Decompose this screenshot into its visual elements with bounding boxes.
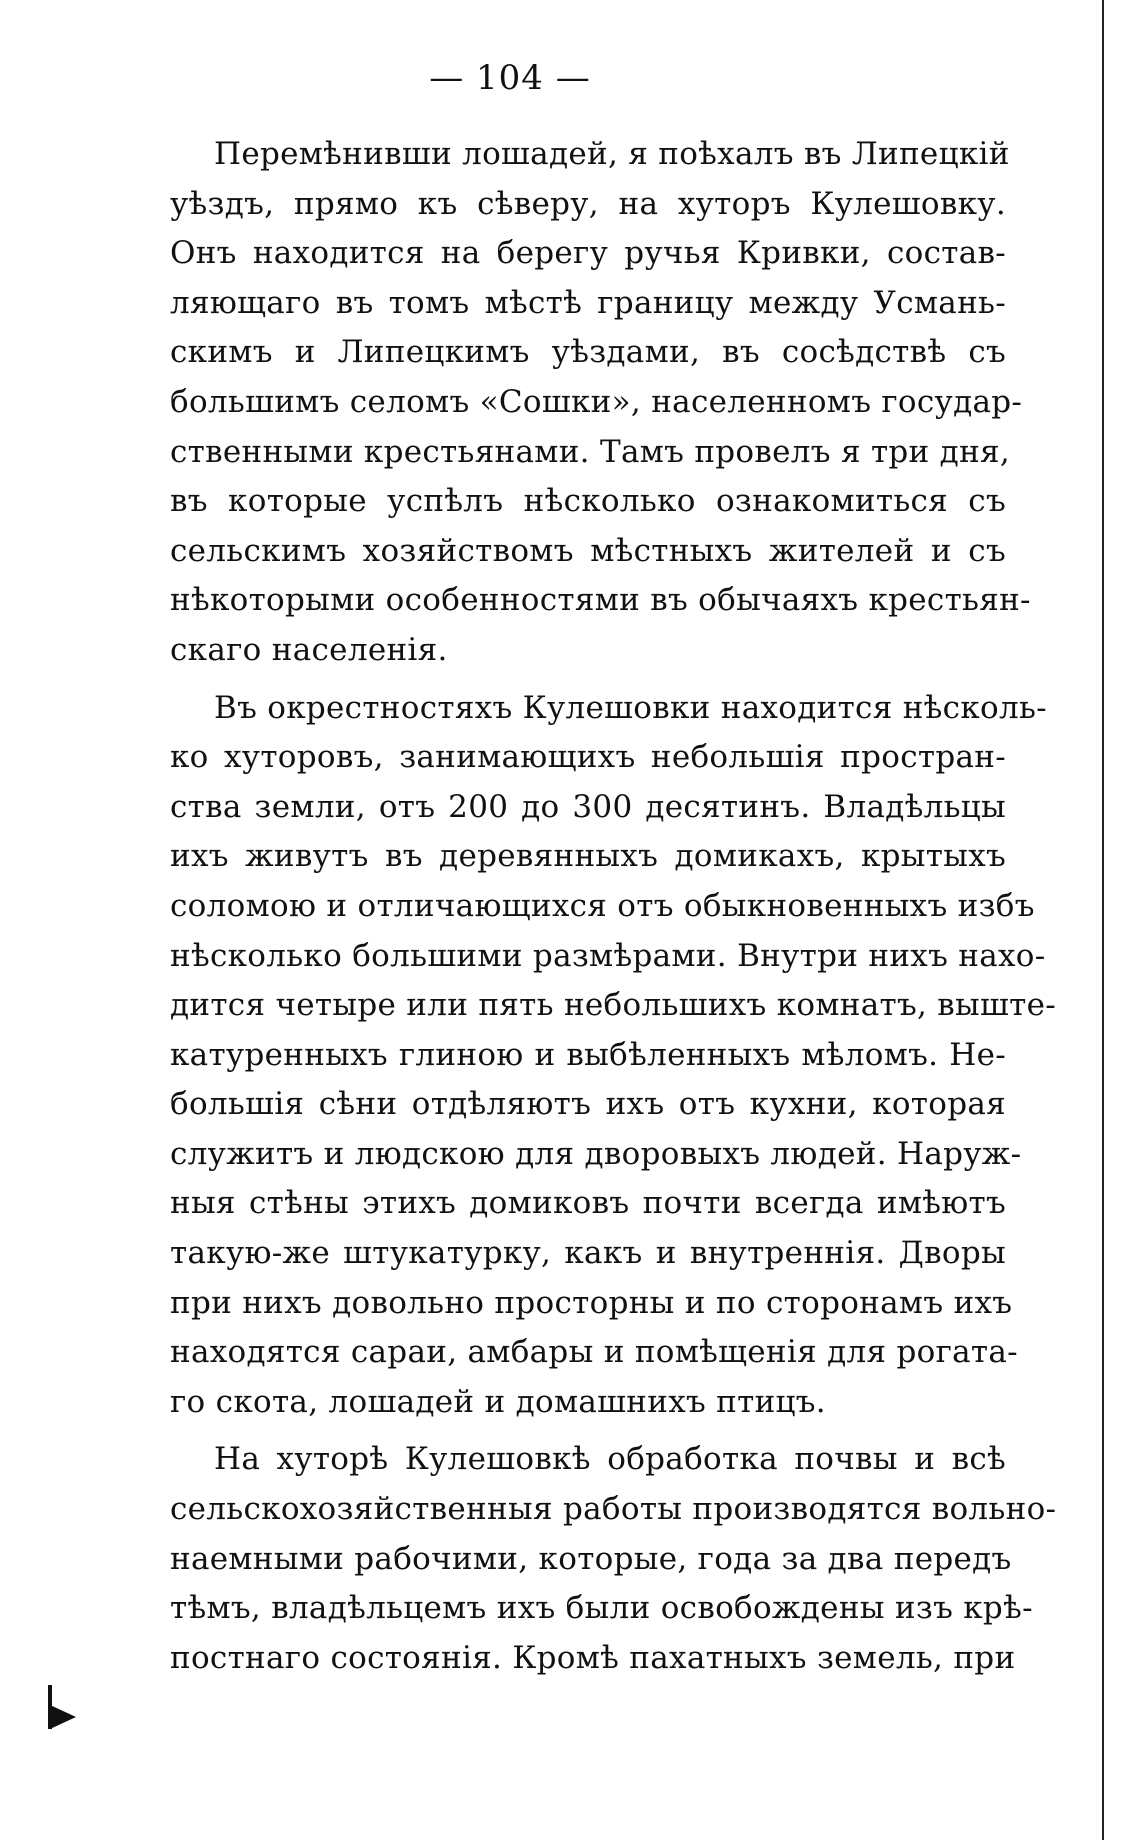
paragraph xyxy=(170,130,1031,676)
text-line: при нихъ довольно просторны и по сторонамъ ихъ xyxy=(170,1284,1013,1321)
text-line: нѣкоторыми особенностями въ обычаяхъ крестьян- xyxy=(170,582,1031,619)
text-line: находятся сараи, амбары и помѣщенія для рогата- xyxy=(170,1334,1018,1371)
text-line: служитъ и людскою для дворовыхъ людей. Наруж- xyxy=(170,1135,1022,1172)
text-line: ко хуторовъ, занимающихъ небольшія простран- xyxy=(170,739,1006,776)
text-line: сельскимъ хозяйствомъ мѣстныхъ жителей и съ xyxy=(170,532,1006,569)
text-line: го скота, лошадей и домашнихъ птицъ. xyxy=(170,1383,826,1420)
paragraph xyxy=(170,1435,1057,1683)
text-line: соломою и отличающихся отъ обыкновенныхъ избъ xyxy=(170,887,1035,924)
text-line: На хуторѣ Кулешовкѣ обработка почвы и всѣ xyxy=(214,1441,1006,1478)
text-line: такую-же штукатурку, какъ и внутреннія. Дворы xyxy=(170,1235,1006,1272)
text-line: ихъ живутъ въ деревянныхъ домикахъ, крытыхъ xyxy=(170,838,1006,875)
text-line: Перемѣнивши лошадей, я поѣхалъ въ Липецкій xyxy=(214,136,1010,172)
text-line: дится четыре или пять небольшихъ комнатъ, выште- xyxy=(170,987,1056,1024)
page-number-header: — 104 — xyxy=(429,58,591,98)
paragraph xyxy=(170,684,1056,1428)
text-line: ляющаго въ томъ мѣстѣ границу между Усмань- xyxy=(170,284,1006,321)
text-line: постнаго состоянія. Кромѣ пахатныхъ земель, при xyxy=(170,1639,1016,1676)
text-line: большія сѣни отдѣляютъ ихъ отъ кухни, которая xyxy=(170,1086,1006,1123)
body-text xyxy=(170,130,1057,1683)
margin-arrow-icon xyxy=(50,1705,76,1729)
text-line: въ которые успѣлъ нѣсколько ознакомиться съ xyxy=(170,483,1006,520)
text-line: скаго населенія. xyxy=(170,631,448,668)
text-line: Онъ находится на берегу ручья Кривки, состав- xyxy=(170,235,1006,272)
text-line: нѣсколько большими размѣрами. Внутри нихъ нахо- xyxy=(170,937,1046,974)
page-edge-rule xyxy=(1102,0,1104,1840)
text-line: наемными рабочими, которые, года за два передъ xyxy=(170,1540,1012,1577)
text-line: уѣздъ, прямо къ сѣверу, на хуторъ Кулешовку. xyxy=(170,185,1006,222)
text-line: ственными крестьянами. Тамъ провелъ я три дня, xyxy=(170,433,1011,470)
text-line: скимъ и Липецкимъ уѣздами, въ сосѣдствѣ съ xyxy=(170,334,1006,371)
text-line: ныя стѣны этихъ домиковъ почти всегда имѣютъ xyxy=(170,1185,1006,1222)
text-line: большимъ селомъ «Сошки», населенномъ государ- xyxy=(170,383,1023,420)
text-line: ства земли, отъ 200 до 300 десятинъ. Владѣльцы xyxy=(170,788,1006,825)
text-line: катуренныхъ глиною и выбѣленныхъ мѣломъ. Не- xyxy=(170,1036,1006,1073)
text-line: Въ окрестностяхъ Кулешовки находится нѣсколь- xyxy=(214,689,1047,726)
text-line: тѣмъ, владѣльцемъ ихъ были освобождены изъ крѣ- xyxy=(170,1590,1033,1627)
text-line: сельскохозяйственныя работы производятся вольно- xyxy=(170,1491,1057,1528)
